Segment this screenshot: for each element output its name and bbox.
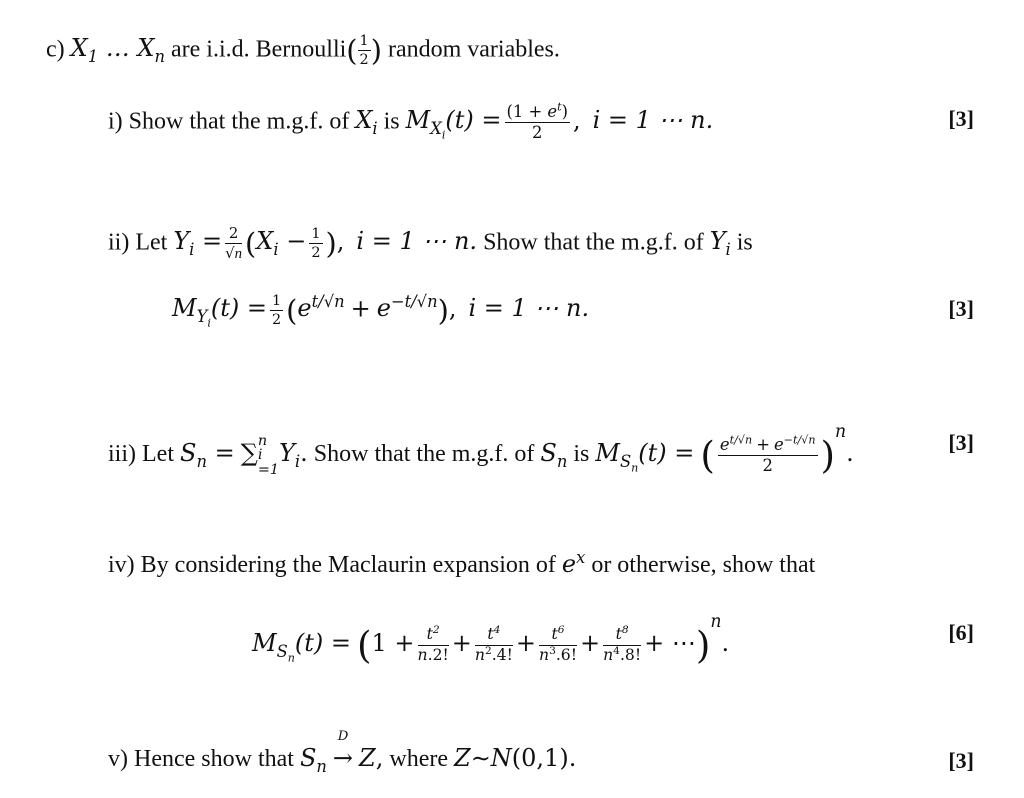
part-v-text: Hence show that <box>134 746 294 772</box>
part-iv-formula: $M_{S_n}(t) = (1$ + $\frac{t^2}{n.2!}$ + $\frac{t^4}{n^2.4!}$ + $\frac{t^6}{n^3.6!}$ + $\frac{t^8}{n^4.8!}$ + ⋯)$^n$. <box>252 612 730 667</box>
intro-text-b: random variables. <box>387 36 560 63</box>
part-ii: ii) Let $Y_i$ = $\frac{2}{√n}$ ($X_i$ − $\frac{1}{2}$ ), i = 1 ⋯ n. Show that the m.g.f. of $Y_i$ is <box>108 224 753 262</box>
part-i-formula: $M_{X_i}(t)$ = <box>405 106 502 142</box>
part-iii-label: iii) <box>108 441 136 467</box>
part-iii-text3: is <box>573 441 590 467</box>
question-label: c) <box>46 36 65 63</box>
part-iii: iii) Let $S_n$ = ∑ n i =1 $Y_i$. Show that the m.g.f. of $S_n$ is $M_{S_n}(t)$ = ( $\frac{e^{t/√n} + e^{-t/√n}}{2}$ )$^n$. <box>108 422 854 478</box>
part-iii-text2: Show that the m.g.f. of <box>313 441 535 467</box>
part-i-marks: [3] <box>948 106 974 131</box>
part-ii-text3: is <box>736 229 753 256</box>
part-i-text: Show that the m.g.f. of <box>128 108 350 135</box>
part-iv: iv) By considering the Maclaurin expansion of $e^x$ or otherwise, show that <box>108 548 816 578</box>
part-v-text2: where <box>389 746 448 772</box>
part-iii-marks: [3] <box>948 430 974 455</box>
part-iv-label: iv) <box>108 552 135 578</box>
part-iv-text: By considering the Maclaurin expansion of <box>140 552 556 578</box>
part-v-marks: [3] <box>948 748 974 773</box>
part-v: v) Hence show that $S_n$ D → Z, where Z∼N(0,1). <box>108 729 577 776</box>
part-ii-range-2: i = 1 ⋯ n. <box>468 294 590 323</box>
part-ii-label: ii) <box>108 229 130 256</box>
part-v-label: v) <box>108 746 128 772</box>
part-iii-text: Let <box>142 441 174 467</box>
part-i-label: i) <box>108 108 123 135</box>
part-i: i) Show that the m.g.f. of $X_i$ is $M_{X_i}(t)$ = $\frac{(1 + e^t)}{2}$ , i = 1 ⋯ n. <box>108 100 714 143</box>
part-i-range: i = 1 ⋯ n. <box>592 106 714 135</box>
intro-text-a: are i.i.d. Bernoulli <box>171 36 347 63</box>
part-ii-text: Let <box>135 229 168 256</box>
part-ii-formula: $M_{Y_i}(t)$ = $\frac{1}{2}$ $(e^{t/√n} + e^{-t/√n})$, i = 1 ⋯ n. <box>172 292 590 330</box>
part-ii-range: i = 1 ⋯ n. <box>356 227 478 256</box>
part-iv-text2: or otherwise, show that <box>591 552 816 578</box>
math-x1-to-xn: $X_1$ … $X_n$ <box>70 34 165 67</box>
part-i-text2: is <box>383 108 400 135</box>
part-ii-text2: Show that the m.g.f. of <box>483 229 704 256</box>
question-intro: c) $X_1$ … $X_n$ are i.i.d. Bernoulli( $\frac{1}{2}$ ) random variables. <box>46 33 560 69</box>
part-ii-marks: [3] <box>948 296 974 321</box>
part-iv-marks: [6] <box>948 620 974 645</box>
